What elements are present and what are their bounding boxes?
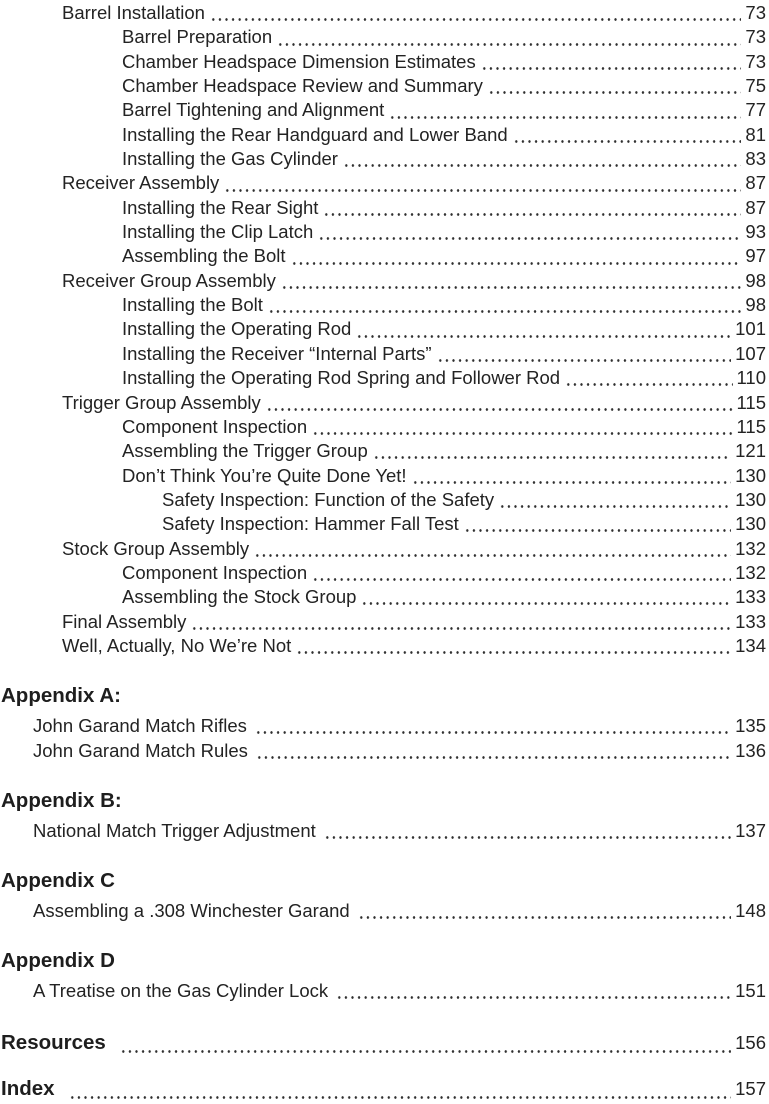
toc-entry-page: 75 <box>745 75 766 97</box>
toc-entry-page: 130 <box>735 488 766 510</box>
dot-leader <box>296 634 731 658</box>
appendix-heading: Appendix D <box>1 949 115 973</box>
toc-entry <box>1 1 766 25</box>
toc-entry-label: Well, Actually, No We’re Not <box>62 634 292 656</box>
toc-entry <box>1 537 766 561</box>
dot-leader <box>323 196 741 220</box>
toc-entry-page: 73 <box>745 26 766 48</box>
toc-entry-page: 115 <box>736 415 766 437</box>
toc-entry <box>1 464 766 488</box>
toc-entry-page: 135 <box>735 715 766 737</box>
toc-entry-page: 157 <box>735 1078 766 1100</box>
dot-leader <box>389 98 741 122</box>
dot-leader <box>356 317 731 341</box>
dot-leader <box>513 123 742 147</box>
toc-entry-label: Installing the Rear Sight <box>122 196 319 218</box>
appendix-entry <box>1 898 766 923</box>
appendix-entry <box>1 978 766 1003</box>
dot-leader <box>268 293 742 317</box>
dot-leader <box>256 738 731 763</box>
toc-entry-label: Index <box>1 1077 55 1101</box>
toc-entry-label: Installing the Receiver “Internal Parts” <box>122 342 432 364</box>
toc-entry-page: 132 <box>735 561 766 583</box>
toc-entry-page: 132 <box>735 537 766 559</box>
toc-entry <box>1 488 766 512</box>
appendix-section <box>1 947 766 1003</box>
toc-entry-label: John Garand Match Rifles <box>33 715 247 737</box>
toc-entry <box>1 342 766 366</box>
toc-entry <box>1 25 766 49</box>
toc-entry-label: National Match Trigger Adjustment <box>33 820 316 842</box>
toc-entry-label: Don’t Think You’re Quite Done Yet! <box>122 464 407 486</box>
toc-entry <box>1 391 766 415</box>
toc-entry <box>1 439 766 463</box>
toc-entry-page: 73 <box>745 50 766 72</box>
appendix-entry-list <box>1 898 766 923</box>
dot-leader <box>412 464 732 488</box>
toc-entry <box>1 74 766 98</box>
appendix-section <box>1 787 766 843</box>
toc-entry-page: 98 <box>745 269 766 291</box>
appendix-entry-list <box>1 713 766 763</box>
dot-leader <box>373 439 731 463</box>
toc-entry-label: Final Assembly <box>62 610 187 632</box>
dot-leader <box>224 171 741 195</box>
toc-entry <box>1 366 766 390</box>
toc-entry <box>1 610 766 634</box>
toc-entry <box>1 171 766 195</box>
toc-entry-page: 115 <box>736 391 766 413</box>
toc-entry-page: 133 <box>735 586 766 608</box>
toc-entry-label: Assembling the Trigger Group <box>122 440 368 462</box>
toc-entry <box>1 244 766 268</box>
dot-leader <box>437 342 732 366</box>
toc-entry-label: Installing the Clip Latch <box>122 221 314 243</box>
toc-entry-page: 130 <box>735 464 766 486</box>
toc-entry-label: Safety Inspection: Hammer Fall Test <box>162 513 459 535</box>
toc-entry-label: Installing the Operating Rod Spring and Follower Rod <box>122 367 561 389</box>
toc-entry-page: 110 <box>736 367 766 389</box>
toc-entry-label: Resources <box>1 1031 106 1055</box>
dot-leader <box>464 512 731 536</box>
toc-entry-page: 130 <box>735 513 766 535</box>
dot-leader <box>312 561 731 585</box>
dot-leader <box>361 585 731 609</box>
appendix-entry-list <box>1 818 766 843</box>
toc-entry-page: 93 <box>745 221 766 243</box>
toc-entry <box>1 98 766 122</box>
toc-entry-label: Installing the Operating Rod <box>122 318 352 340</box>
appendix-heading: Appendix B: <box>1 789 122 813</box>
bottom-entry <box>1 1029 766 1057</box>
dot-leader <box>69 1075 732 1103</box>
toc-entry-label: Installing the Gas Cylinder <box>122 148 338 170</box>
toc-entry-page: 87 <box>745 172 766 194</box>
appendix-entry <box>1 713 766 738</box>
toc-entry-page: 121 <box>735 440 766 462</box>
toc-entry <box>1 123 766 147</box>
toc-entry <box>1 220 766 244</box>
toc-entry-label: Component Inspection <box>122 561 308 583</box>
toc-entry-page: 134 <box>735 634 766 656</box>
toc-entry-label: Assembling the Bolt <box>122 245 286 267</box>
toc-entry-label: Receiver Group Assembly <box>62 269 276 291</box>
toc-entry-label: Barrel Preparation <box>122 26 273 48</box>
toc-entry-label: Safety Inspection: Function of the Safety <box>162 488 495 510</box>
dot-leader <box>120 1029 731 1057</box>
dot-leader <box>291 244 742 268</box>
dot-leader <box>266 391 733 415</box>
dot-leader <box>488 74 742 98</box>
dot-leader <box>358 898 731 923</box>
toc-entry <box>1 196 766 220</box>
dot-leader <box>255 713 731 738</box>
toc-entry-page: 136 <box>735 740 766 762</box>
toc-entry-page: 156 <box>735 1032 766 1054</box>
toc-entry-page: 107 <box>735 342 766 364</box>
bottom-entries <box>1 1029 766 1103</box>
toc-entry-page: 97 <box>745 245 766 267</box>
toc-entry-page: 98 <box>745 294 766 316</box>
dot-leader <box>336 978 731 1003</box>
toc-entry-page: 77 <box>745 99 766 121</box>
toc-entry-label: Installing the Bolt <box>122 294 263 316</box>
toc-entry <box>1 634 766 658</box>
toc-entry-page: 137 <box>735 820 766 842</box>
dot-leader <box>254 537 731 561</box>
toc-main-list <box>1 1 766 658</box>
toc-entry <box>1 147 766 171</box>
toc-entry-label: John Garand Match Rules <box>33 740 248 762</box>
toc-entry-page: 83 <box>745 148 766 170</box>
toc-entry-label: A Treatise on the Gas Cylinder Lock <box>33 980 329 1002</box>
toc-entry-page: 87 <box>745 196 766 218</box>
toc-entry-label: Receiver Assembly <box>62 172 220 194</box>
appendix-entry <box>1 738 766 763</box>
toc-entry <box>1 50 766 74</box>
toc-entry-label: Stock Group Assembly <box>62 537 250 559</box>
appendix-entry-list <box>1 978 766 1003</box>
appendix-section <box>1 867 766 923</box>
dot-leader <box>312 415 732 439</box>
bottom-entry <box>1 1075 766 1103</box>
toc-entry-page: 151 <box>735 980 766 1002</box>
toc-entry-label: Assembling a .308 Winchester Garand <box>33 900 350 922</box>
toc-entry <box>1 317 766 341</box>
toc-entry-label: Assembling the Stock Group <box>122 586 357 608</box>
toc-entry-label: Chamber Headspace Dimension Estimates <box>122 50 476 72</box>
dot-leader <box>277 25 741 49</box>
dot-leader <box>324 818 731 843</box>
toc-entry-page: 133 <box>735 610 766 632</box>
dot-leader <box>343 147 741 171</box>
toc-entry-label: Installing the Rear Handguard and Lower Band <box>122 123 508 145</box>
dot-leader <box>565 366 732 390</box>
appendix-heading: Appendix A: <box>1 684 121 708</box>
dot-leader <box>191 610 731 634</box>
toc-entry <box>1 561 766 585</box>
dot-leader <box>481 50 742 74</box>
toc-entry-page: 81 <box>745 123 766 145</box>
toc-entry-page: 101 <box>735 318 766 340</box>
toc-entry <box>1 415 766 439</box>
toc-entry-label: Trigger Group Assembly <box>62 391 261 413</box>
toc-entry-label: Chamber Headspace Review and Summary <box>122 75 483 97</box>
dot-leader <box>318 220 741 244</box>
appendix-entry <box>1 818 766 843</box>
toc-entry <box>1 585 766 609</box>
dot-leader <box>281 269 742 293</box>
appendix-sections <box>1 682 766 1003</box>
toc-entry-page: 148 <box>735 900 766 922</box>
dot-leader <box>210 1 741 25</box>
toc-entry-label: Component Inspection <box>122 415 308 437</box>
appendix-section <box>1 682 766 763</box>
toc-entry-label: Barrel Tightening and Alignment <box>122 99 385 121</box>
toc-entry <box>1 269 766 293</box>
toc-entry <box>1 293 766 317</box>
toc-entry <box>1 512 766 536</box>
dot-leader <box>499 488 731 512</box>
toc-entry-label: Barrel Installation <box>62 2 205 23</box>
toc-entry-page: 73 <box>745 2 766 23</box>
appendix-heading: Appendix C <box>1 869 115 893</box>
